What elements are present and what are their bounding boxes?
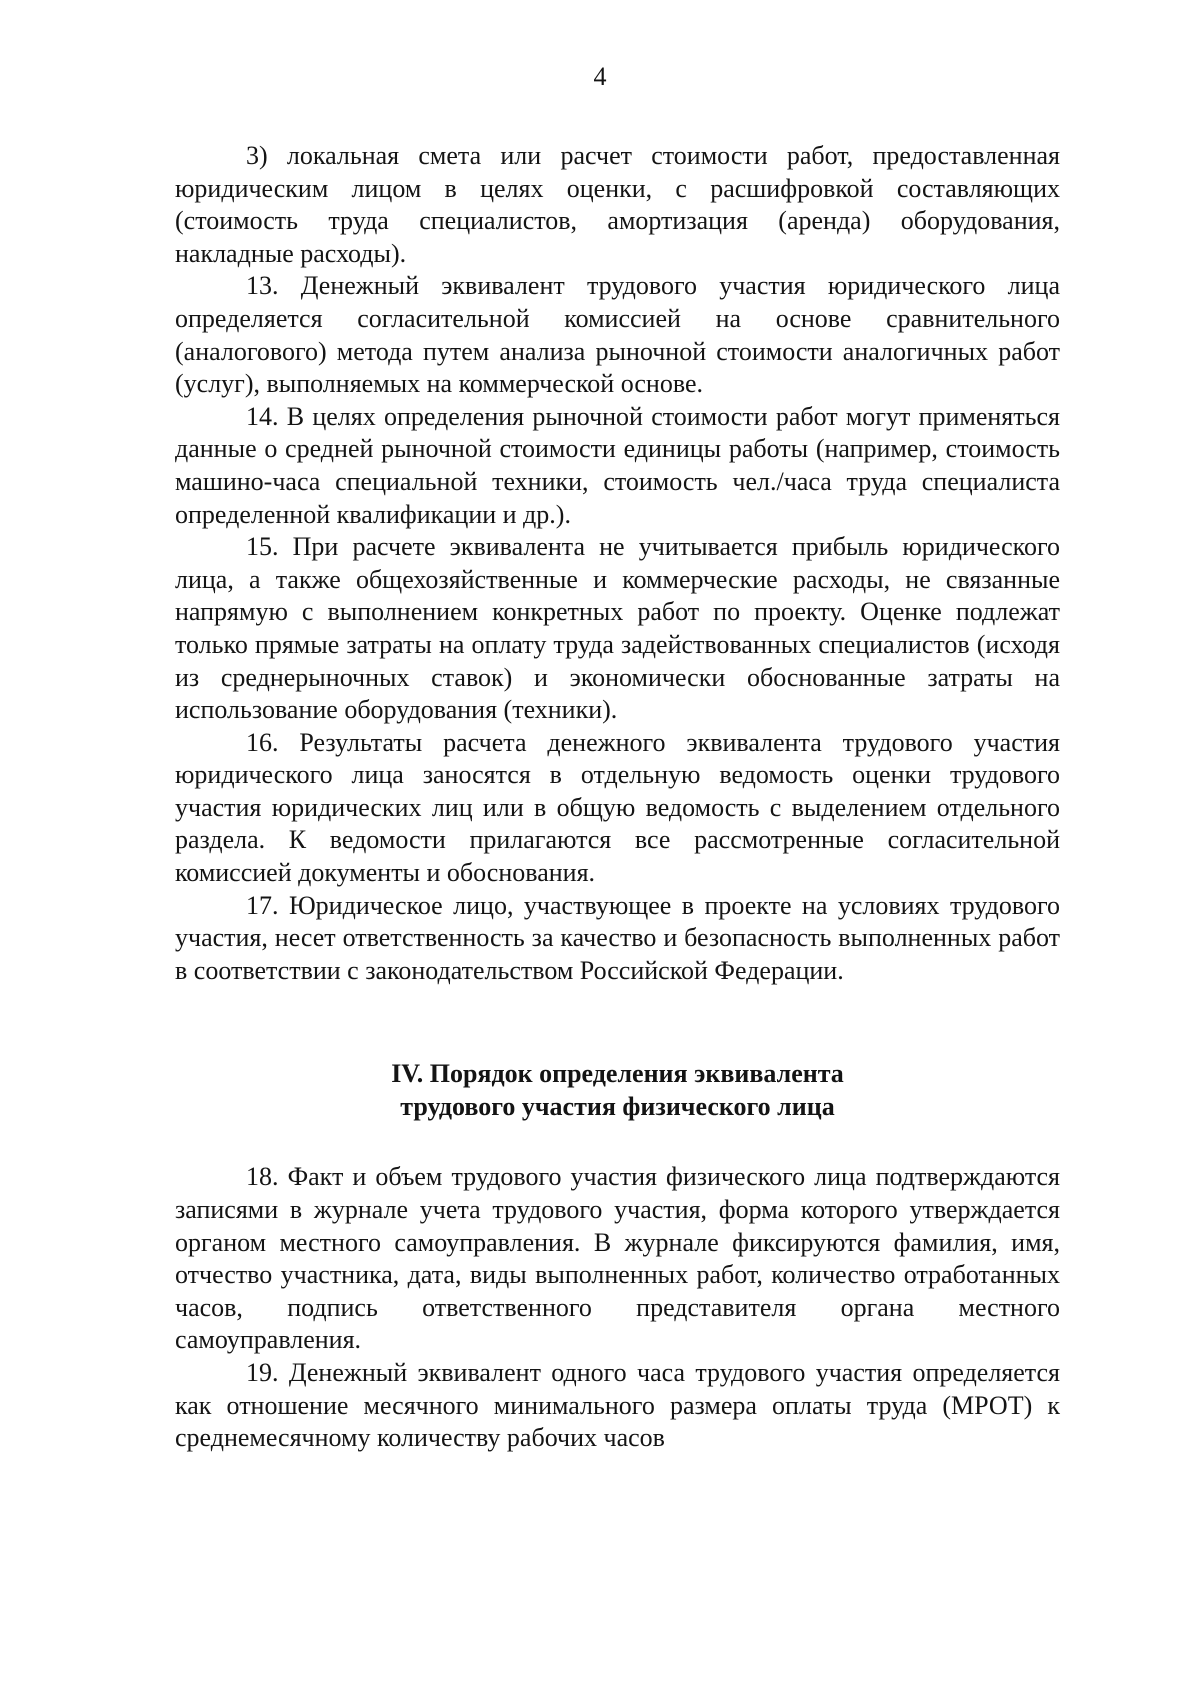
document-body — [175, 140, 1060, 1455]
paragraph-17: 17. Юридическое лицо, участвующее в проекте на условиях трудового участия, несет ответственность за качество и безопасность выполненных работ в соответствии с законодательством Российской Федерации. — [175, 890, 1060, 985]
paragraph-13: 13. Денежный эквивалент трудового участия юридического лица определяется согласительной комиссией на основе сравнительного (аналогового) метода путем анализа рыночной стоимости аналогичных работ (услуг), выполняемых на коммерческой основе. — [175, 271, 1060, 399]
page-number: 4 — [593, 62, 607, 91]
section-heading — [175, 1057, 1060, 1123]
paragraph-item-3: 3) локальная смета или расчет стоимости работ, предоставленная юридическим лицом в целях оценки, с расшифровкой составляющих (стоимость труда специалистов, амортизация (аренда) оборудования, накладные расходы). — [175, 141, 1060, 268]
section-heading-line-2: трудового участия физического лица — [400, 1092, 835, 1122]
section-heading-line-1: IV. Порядок определения эквивалента — [391, 1059, 844, 1089]
paragraph-18: 18. Факт и объем трудового участия физического лица подтверждаются записями в журнале учета трудового участия, форма которого утверждается органом местного самоуправления. В журнале фиксируются фамилия, имя, отчество участника, дата, виды выполненных работ, количество отработанных часов, подпись ответственного представителя органа местного самоуправления. — [175, 1162, 1060, 1355]
paragraph-16: 16. Результаты расчета денежного эквивалента трудового участия юридического лица заносятся в отдельную ведомость оценки трудового участия юридических лиц или в общую ведомость с выделением отдельного раздела. К ведомости прилагаются все рассмотренные согласительной комиссией документы и обоснования. — [175, 727, 1060, 888]
paragraph-14: 14. В целях определения рыночной стоимости работ могут применяться данные о средней рыночной стоимости единицы работы (например, стоимость машино-часа специальной техники, стоимость чел./часа труда специалиста определенной квалификации и др.). — [175, 401, 1060, 529]
paragraph-15: 15. При расчете эквивалента не учитывается прибыль юридического лица, а также общехозяйственные и коммерческие расходы, не связанные напрямую с выполнением конкретных работ по проекту. Оценке подлежат только прямые затраты на оплату труда задействованных специалистов (исходя из среднерыночных ставок) и экономически обоснованные затраты на использование оборудования (техники). — [175, 532, 1060, 725]
paragraph-19: 19. Денежный эквивалент одного часа трудового участия определяется как отношение месячного минимального размера оплаты труда (МРОТ) к среднемесячному количеству рабочих часов — [175, 1358, 1060, 1453]
